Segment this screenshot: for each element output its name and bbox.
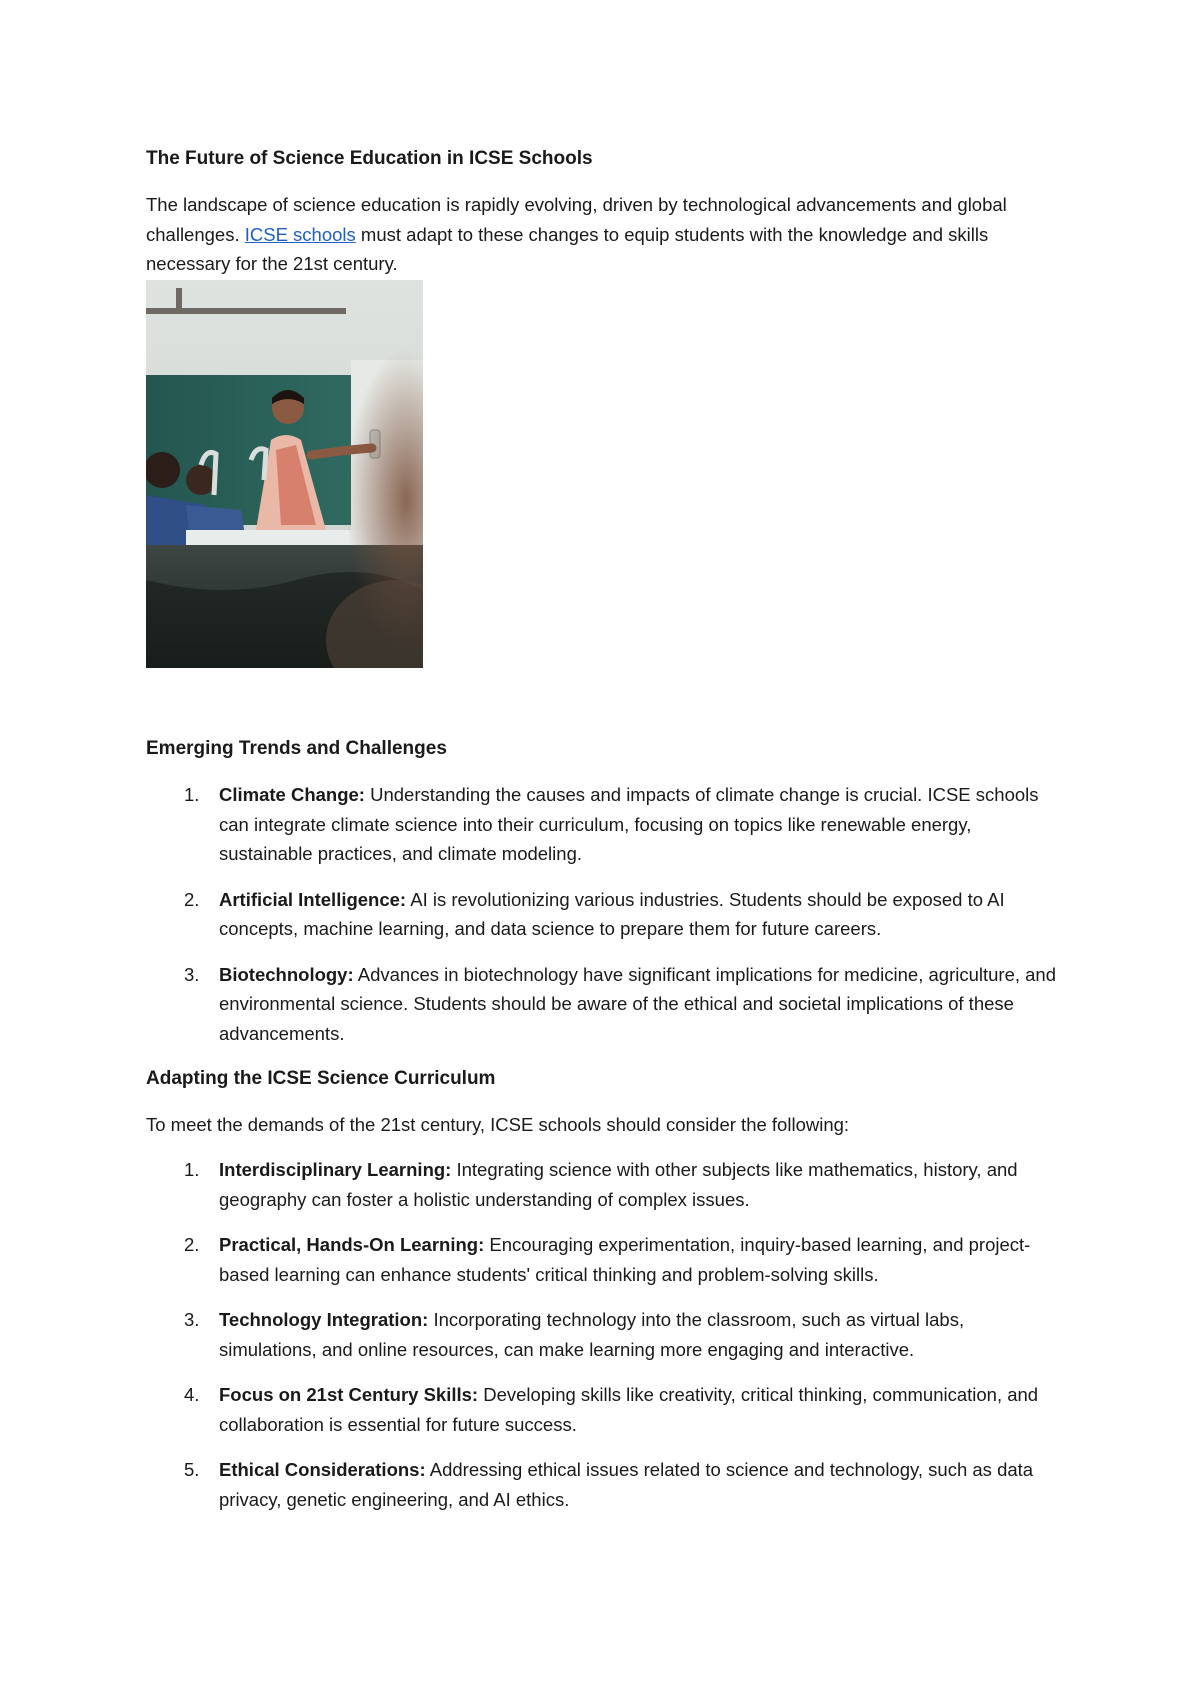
list-text: AI is revolutionizing various industries. Students should be exposed to AI concepts, machine learning, and data science to prepare them for future careers. [219,888,1005,939]
list-number: 3. [184,963,200,985]
emerging-trends-list [146,780,1066,1048]
list-number: 1. [184,1159,200,1180]
section-heading-emerging-trends: Emerging Trends and Challenges [146,738,447,759]
list-item [146,1305,1066,1364]
list-text: Understanding the causes and impacts of climate change is crucial. ICSE schools can integrate climate science into their curriculum, focusing on topics like renewable energy, sustainable practices, and climate modeling. [219,784,1039,864]
intro-text-after: must adapt to these changes to equip students with the knowledge and skills necessary for the 21st century. [146,223,989,274]
list-item [146,1230,1066,1289]
list-number: 4. [184,1384,200,1405]
curriculum-list [146,1155,1066,1514]
list-text: Developing skills like creativity, critical thinking, communication, and collaboration is essential for future success. [219,1384,1039,1435]
list-term: Practical, Hands-On Learning: [219,1234,485,1255]
list-number: 2. [184,888,200,910]
icse-schools-link[interactable]: ICSE schools [244,223,356,245]
list-item [146,780,1066,869]
list-term: Focus on 21st Century Skills: [219,1384,479,1405]
list-number: 3. [184,1309,200,1330]
intro-paragraph [146,190,1066,279]
list-term: Artificial Intelligence: [219,888,407,910]
intro-text-before: The landscape of science education is rapidly evolving, driven by technological advancements and global challenges. [146,194,1007,245]
list-term: Biotechnology: [219,963,354,985]
list-number: 5. [184,1459,200,1480]
list-item [146,885,1066,944]
list-item [146,1155,1066,1214]
list-number: 2. [184,1234,200,1255]
list-term: Climate Change: [219,784,365,805]
list-text: Advances in biotechnology have significant implications for medicine, agriculture, and environmental science. Students should be aware of the ethical and societal implications of these advancements. [219,963,1057,1044]
curriculum-lead-paragraph: To meet the demands of the 21st century, ICSE schools should consider the following: [146,1114,850,1135]
list-item [146,960,1066,1049]
document-title: The Future of Science Education in ICSE Schools [146,148,593,169]
list-text: Encouraging experimentation, inquiry-based learning, and project-based learning can enhance students' critical thinking and problem-solving skills. [219,1234,1031,1285]
list-text: Addressing ethical issues related to science and technology, such as data privacy, genetic engineering, and AI ethics. [219,1459,1034,1510]
list-item [146,1380,1066,1439]
classroom-photo [146,280,423,668]
list-text: Integrating science with other subjects like mathematics, history, and geography can foster a holistic understanding of complex issues. [219,1159,1018,1210]
list-number: 1. [184,784,200,805]
list-term: Ethical Considerations: [219,1459,426,1480]
list-term: Technology Integration: [219,1309,429,1330]
list-item [146,1455,1066,1514]
list-term: Interdisciplinary Learning: [219,1159,452,1180]
section-heading-adapting-curriculum: Adapting the ICSE Science Curriculum [146,1068,496,1089]
list-text: Incorporating technology into the classroom, such as virtual labs, simulations, and online resources, can make learning more engaging and interactive. [219,1309,965,1360]
